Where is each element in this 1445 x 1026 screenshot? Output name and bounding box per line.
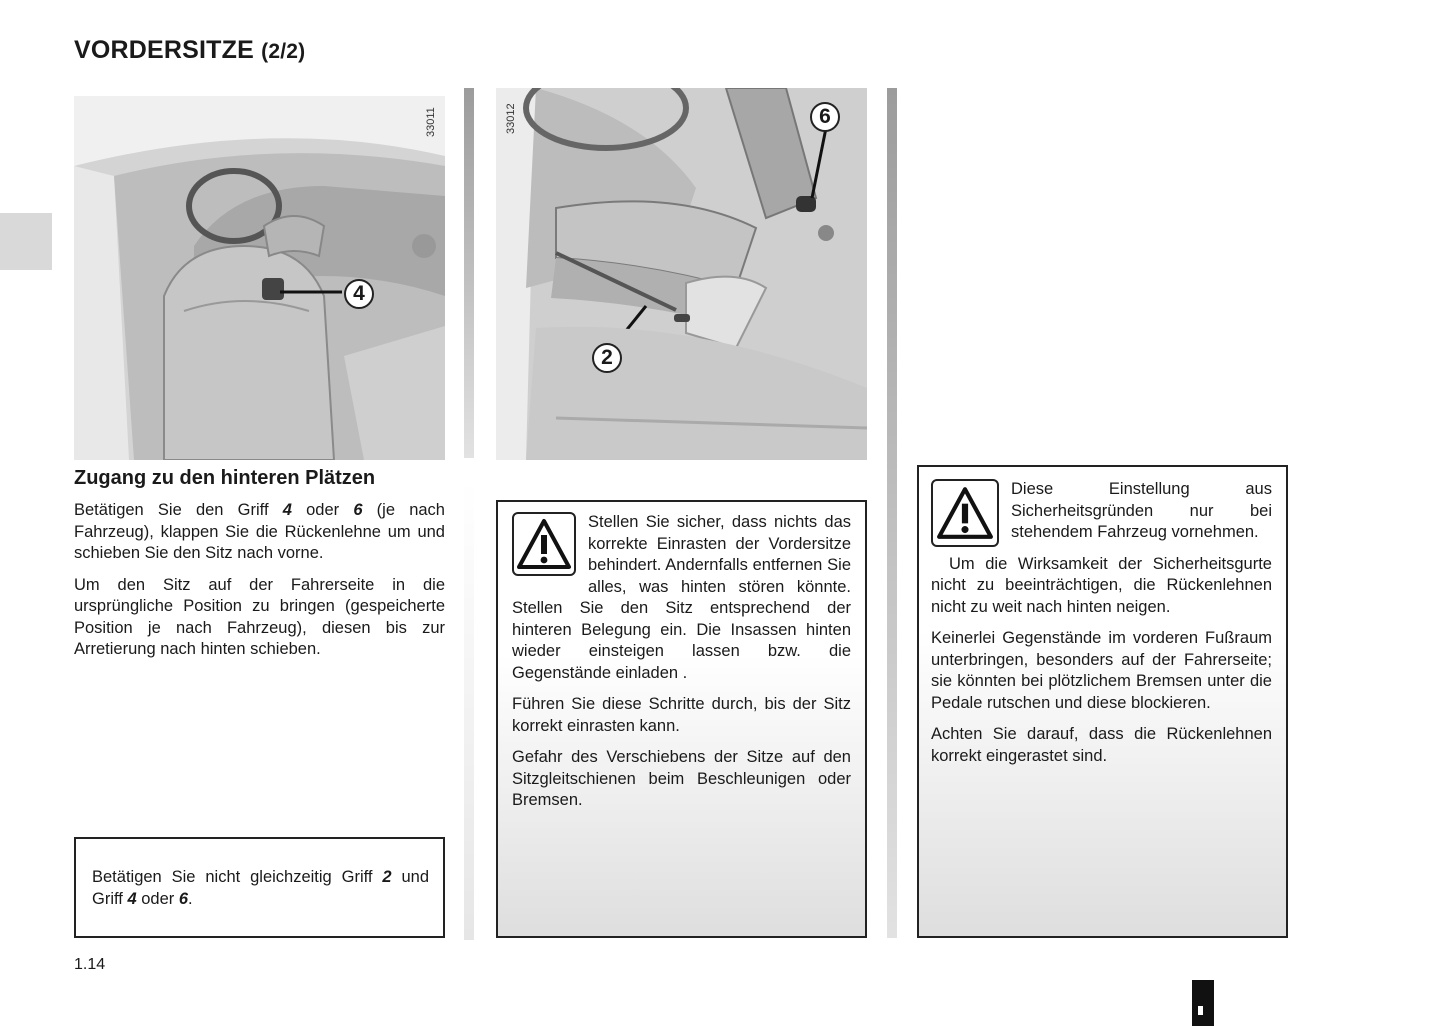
text-segment: oder xyxy=(291,501,354,519)
warning-right-p1: Diese Einstellung aus Sicherheitsgründen nur bei stehendem Fahrzeug vornehmen. xyxy=(1011,480,1272,541)
column-divider-left xyxy=(464,88,474,458)
note-text xyxy=(92,867,429,910)
warning-triangle-icon xyxy=(936,486,994,540)
warning-right-p4: Achten Sie darauf, dass die Rückenlehnen korrekt eingerastet sind. xyxy=(931,725,1272,765)
figure-seat-rail-drawing xyxy=(496,88,867,460)
text-segment: . xyxy=(188,889,193,908)
ref-4: 4 xyxy=(282,501,292,519)
text-segment: Betätigen Sie nicht gleichzeitig Griff xyxy=(92,868,383,886)
title-main: VORDERSITZE xyxy=(74,36,254,64)
figure-door-seat-drawing xyxy=(74,96,445,460)
paragraph-griff xyxy=(74,500,445,565)
column-divider-right xyxy=(887,88,897,938)
text-segment: oder xyxy=(136,889,179,908)
warning-right-p3: Keinerlei Gegenstände im vorderen Fußraum unterbringen, besonders auf der Fahrerseite; sie könnten bei plötzlichem Bremsen unter die Pedale rutschen und diese blockieren. xyxy=(931,629,1272,712)
warning-box-right xyxy=(917,465,1288,938)
warning-box-middle xyxy=(496,500,867,938)
figure-door-seat xyxy=(74,96,445,460)
title-subtitle: (2/2) xyxy=(261,40,306,63)
page-title xyxy=(74,36,305,65)
warning-icon xyxy=(931,479,999,547)
figure-ref-33012: 33012 xyxy=(505,103,517,134)
text-segment: (je nach Fahrzeug), klappen Sie die Rückenlehne um und schieben Sie den Sitz nach vorne. xyxy=(74,501,445,562)
warning-right-p2: Um die Wirksamkeit der Sicherheitsgurte nicht zu beeinträchtigen, die Rückenlehnen nicht zu weit nach hinten neigen. xyxy=(931,554,1272,616)
warning-middle-p2: Führen Sie diese Schritte durch, bis der Sitz korrekt einrasten kann. xyxy=(512,695,851,735)
callout-2: 2 xyxy=(592,343,622,373)
ref-4: 4 xyxy=(127,889,137,908)
warning-middle-p1: Stellen Sie sicher, dass nichts das korrekte Einrasten der Vordersitze behindert. Andernfalls entfernen Sie alles, was hinten stören könnte. Stellen Sie den Sitz entsprechend der hinteren Belegung ein. Die Insassen hinten wieder einsteigen lassen bzw. die Gegenstände einladen . xyxy=(512,513,851,682)
chapter-tab xyxy=(0,213,52,270)
figure-seat-rail xyxy=(496,88,867,460)
column-divider-left-lower xyxy=(464,480,474,940)
warning-icon xyxy=(512,512,576,576)
callout-6: 6 xyxy=(810,102,840,132)
section-heading: Zugang zu den hinteren Plätzen xyxy=(74,467,376,489)
warning-middle-p3: Gefahr des Verschiebens der Sitze auf den Sitzgleitschienen beim Beschleunigen oder Bremsen. xyxy=(512,748,851,809)
text-segment: und Griff xyxy=(92,868,429,908)
edge-marker xyxy=(1192,980,1214,1026)
note-box xyxy=(74,837,445,938)
left-column-text xyxy=(74,500,445,671)
ref-6: 6 xyxy=(178,889,189,908)
figure-ref-33011: 33011 xyxy=(425,107,437,137)
callout-4: 4 xyxy=(344,279,374,309)
paragraph-position: Um den Sitz auf der Fahrerseite in die ursprüngliche Position zu bringen (gespeicherte Position je nach Fahrzeug), diesen bis zur Arretierung nach hinten schieben. xyxy=(74,575,445,658)
edge-marker-notch xyxy=(1198,1006,1203,1015)
warning-triangle-icon xyxy=(516,518,572,570)
ref-6: 6 xyxy=(353,501,363,519)
ref-2: 2 xyxy=(382,868,392,886)
page-number: 1.14 xyxy=(74,956,106,973)
text-segment: Betätigen Sie den Griff xyxy=(74,501,283,519)
